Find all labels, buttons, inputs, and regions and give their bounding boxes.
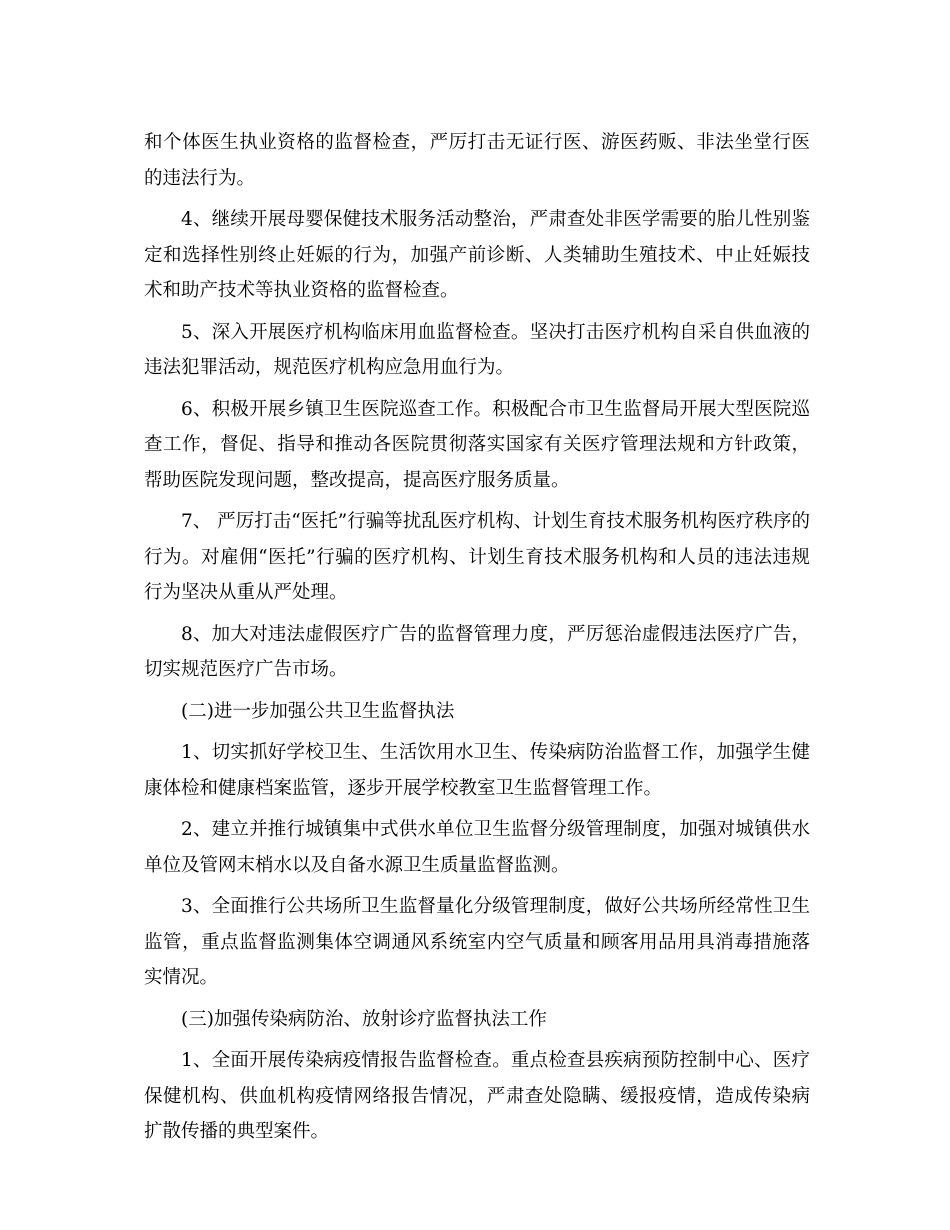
text-line: 3、全面推行公共场所卫生监督量化分级管理制度，做好公共场所经常性卫生 [181, 896, 810, 917]
text-line: 7、 严厉打击“医托”行骗等扰乱医疗机构、计划生育技术服务机构医疗秩序的 [181, 511, 810, 532]
text-line: 1、切实抓好学校卫生、生活饮用水卫生、传染病防治监督工作，加强学生健 [181, 742, 810, 763]
text-line: 单位及管网末梢水以及自备水源卫生质量监督监测。 [144, 854, 570, 876]
paragraph-public-health-3 [144, 889, 810, 996]
section-heading-text: (二)进一步加强公共卫生监督执法 [181, 700, 455, 722]
paragraph-item-5 [144, 315, 810, 386]
text-line: 1、全面开展传染病疫情报告监督检查。重点检查县疾病预防控制中心、医疗 [181, 1050, 810, 1071]
text-line: 监管，重点监督监测集体空调通风系统室内空气质量和顾客用品用具消毒措施落 [144, 931, 810, 953]
paragraph-item-4 [144, 202, 810, 309]
text-line: 切实规范医疗广告市场。 [144, 659, 348, 680]
paragraph-infectious-1 [144, 1043, 810, 1150]
text-line: 定和选择性别终止妊娠的行为，加强产前诊断、人类辅助生殖技术、中止妊娠技 [144, 244, 810, 266]
text-line: 2、建立并推行城镇集中式供水单位卫生监督分级管理制度，加强对城镇供水 [181, 819, 810, 840]
text-line: 行为。对雇佣“医托”行骗的医疗机构、计划生育技术服务机构和人员的违法违规 [144, 546, 810, 568]
text-line: 5、深入开展医疗机构临床用血监督检查。坚决打击医疗机构自采自供血液的 [181, 321, 810, 343]
paragraph-public-health-1 [144, 735, 810, 806]
section-heading-3 [144, 1002, 810, 1038]
text-line: 8、加大对违法虚假医疗广告的监督管理力度，严厉惩治虚假违法医疗广告， [181, 623, 810, 645]
section-heading-text: (三)加强传染病防治、放射诊疗监督执法工作 [181, 1008, 547, 1030]
text-line: 保健机构、供血机构疫情网络报告情况，严肃查处隐瞒、缓报疫情，造成传染病 [144, 1085, 810, 1107]
paragraph-public-health-2 [144, 812, 810, 883]
text-line: 的违法行为。 [144, 167, 256, 189]
text-line: 帮助医院发现问题，整改提高，提高医疗服务质量。 [144, 469, 570, 491]
text-line: 4、继续开展母婴保健技术服务活动整治，严肃查处非医学需要的胎儿性别鉴 [181, 209, 810, 230]
paragraph-item-7 [144, 504, 810, 611]
text-line: 康体检和健康档案监管，逐步开展学校教室卫生监督管理工作。 [144, 777, 663, 799]
text-line: 术和助产技术等执业资格的监督检查。 [144, 280, 459, 301]
text-line: 行为坚决从重从严处理。 [144, 582, 348, 603]
text-line: 查工作，督促、指导和推动各医院贯彻落实国家有关医疗管理法规和方针政策， [144, 434, 810, 455]
text-line: 扩散传播的典型案件。 [144, 1121, 330, 1142]
text-line: 违法犯罪活动，规范医疗机构应急用血行为。 [144, 357, 515, 378]
text-line: 实情况。 [144, 967, 219, 988]
paragraph-continued [144, 125, 810, 196]
text-line: 和个体医生执业资格的监督检查，严厉打击无证行医、游医药贩、非法坐堂行医 [144, 132, 810, 153]
paragraph-item-6 [144, 392, 810, 499]
text-line: 6、积极开展乡镇卫生医院巡查工作。积极配合市卫生监督局开展大型医院巡 [181, 398, 810, 420]
document-body [144, 125, 810, 1150]
paragraph-item-8 [144, 617, 810, 688]
section-heading-2 [144, 694, 810, 730]
